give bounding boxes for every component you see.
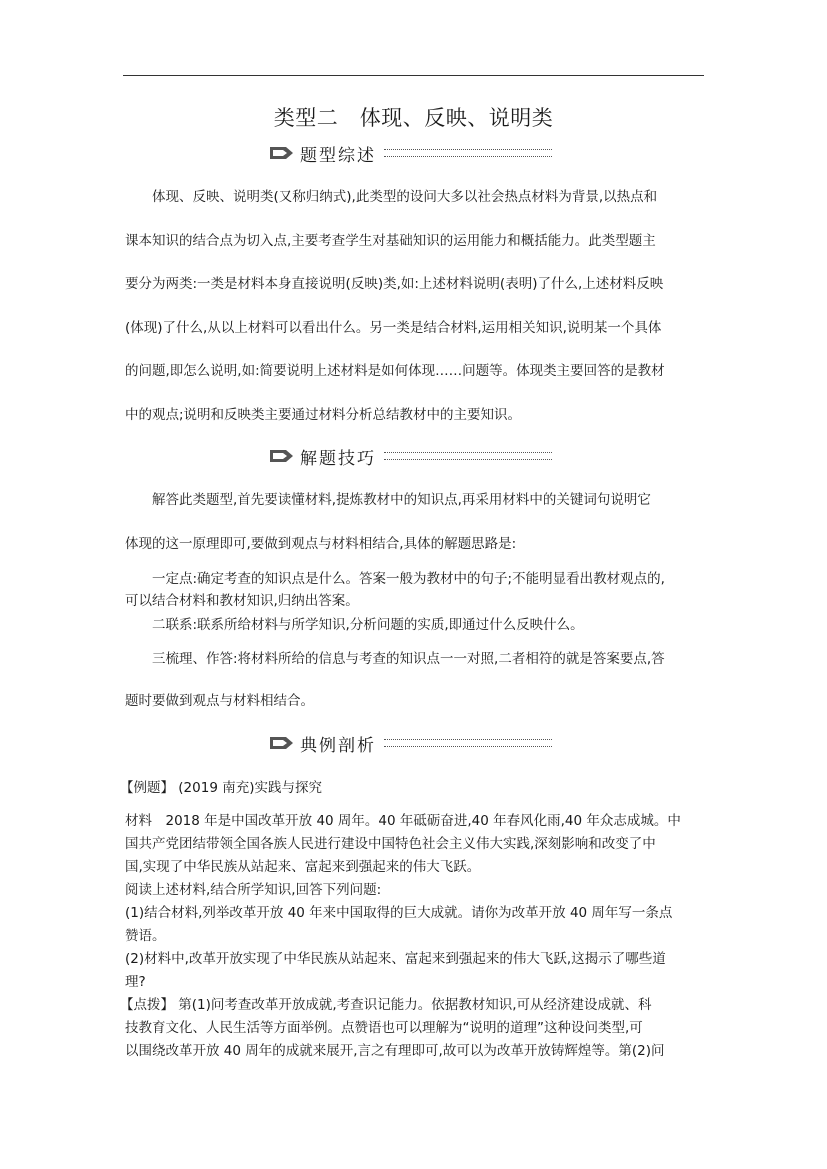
section-header-example [270, 731, 552, 755]
example-line: 材料 2018 年是中国改革开放 40 周年。40 年砥砺奋进,40 年春风化雨,40 年众志成城。中 [125, 813, 681, 829]
dotted-divider [384, 739, 552, 747]
page-title: 类型二 体现、反映、说明类 [273, 106, 554, 130]
overview-line: 要分为两类:一类是材料本身直接说明(反映)类,如:上述材料说明(表明)了什么,上述材料反映 [125, 276, 664, 292]
dotted-divider [384, 452, 552, 460]
example-hint-line: 以围绕改革开放 40 周年的成就来展开,言之有理即可,故可以为改革开放铸辉煌等。第(2)问 [125, 1043, 665, 1059]
tips-line: 题时要做到观点与材料相结合。 [125, 693, 314, 709]
example-hint-line: 技教育文化、人民生活等方面举例。点赞语也可以理解为“说明的道理”这种设问类型,可 [125, 1020, 643, 1036]
example-line: 国,实现了中华民族从站起来、富起来到强起来的伟大飞跃。 [125, 859, 481, 875]
top-rule [123, 75, 704, 76]
overview-line: 体现、反映、说明类(又称归纳式),此类型的设问大多以社会热点材料为背景,以热点和 [152, 189, 658, 205]
dotted-divider [384, 149, 552, 157]
example-hint-line: 【点拨】 第(1)问考查改革开放成就,考查识记能力。依据教材知识,可从经济建设成就、科 [120, 997, 652, 1013]
tips-line: 体现的这一原理即可,要做到观点与材料相结合,具体的解题思路是: [125, 536, 517, 552]
example-line: (2)材料中,改革开放实现了中华民族从站起来、富起来到强起来的伟大飞跃,这揭示了哪些道 [125, 951, 666, 967]
arrow-marker-icon [270, 449, 294, 463]
example-line: 赞语。 [125, 928, 166, 944]
section-title-tips: 解题技巧 [300, 448, 376, 469]
overview-line: 中的观点;说明和反映类主要通过材料分析总结教材中的主要知识。 [125, 407, 522, 423]
section-header-overview [270, 141, 552, 165]
overview-line: 课本知识的结合点为切入点,主要考查学生对基础知识的运用能力和概括能力。此类型题主 [125, 233, 656, 249]
tips-line: 二联系:联系所给材料与所学知识,分析问题的实质,即通过什么反映什么。 [152, 617, 584, 633]
arrow-marker-icon [270, 736, 294, 750]
example-line: (1)结合材料,列举改革开放 40 年来中国取得的巨大成就。请你为改革开放 40 周年写一条点 [125, 905, 673, 921]
overview-line: (体现)了什么,从以上材料可以看出什么。另一类是结合材料,运用相关知识,说明某一个具体 [125, 320, 662, 336]
example-line: 阅读上述材料,结合所学知识,回答下列问题: [125, 882, 382, 898]
example-line: 理? [125, 974, 146, 990]
section-header-tips [270, 444, 552, 468]
tips-line: 三梳理、作答:将材料所给的信息与考查的知识点一一对照,二者相符的就是答案要点,答 [152, 651, 665, 667]
tips-line: 解答此类题型,首先要读懂材料,提炼教材中的知识点,再采用材料中的关键词句说明它 [152, 492, 651, 508]
section-title-example: 典例剖析 [300, 735, 376, 756]
overview-line: 的问题,即怎么说明,如:简要说明上述材料是如何体现……问题等。体现类主要回答的是教材 [125, 363, 665, 379]
tips-line: 可以结合材料和教材知识,归纳出答案。 [125, 593, 359, 609]
tips-line: 一定点:确定考查的知识点是什么。答案一般为教材中的句子;不能明显看出教材观点的, [152, 571, 665, 587]
arrow-marker-icon [270, 146, 294, 160]
section-title-overview: 题型综述 [300, 145, 376, 166]
example-line: 国共产党团结带领全国各族人民进行建设中国特色社会主义伟大实践,深刻影响和改变了中 [125, 836, 656, 852]
example-heading: 【例题】 (2019 南充)实践与探究 [120, 780, 322, 796]
